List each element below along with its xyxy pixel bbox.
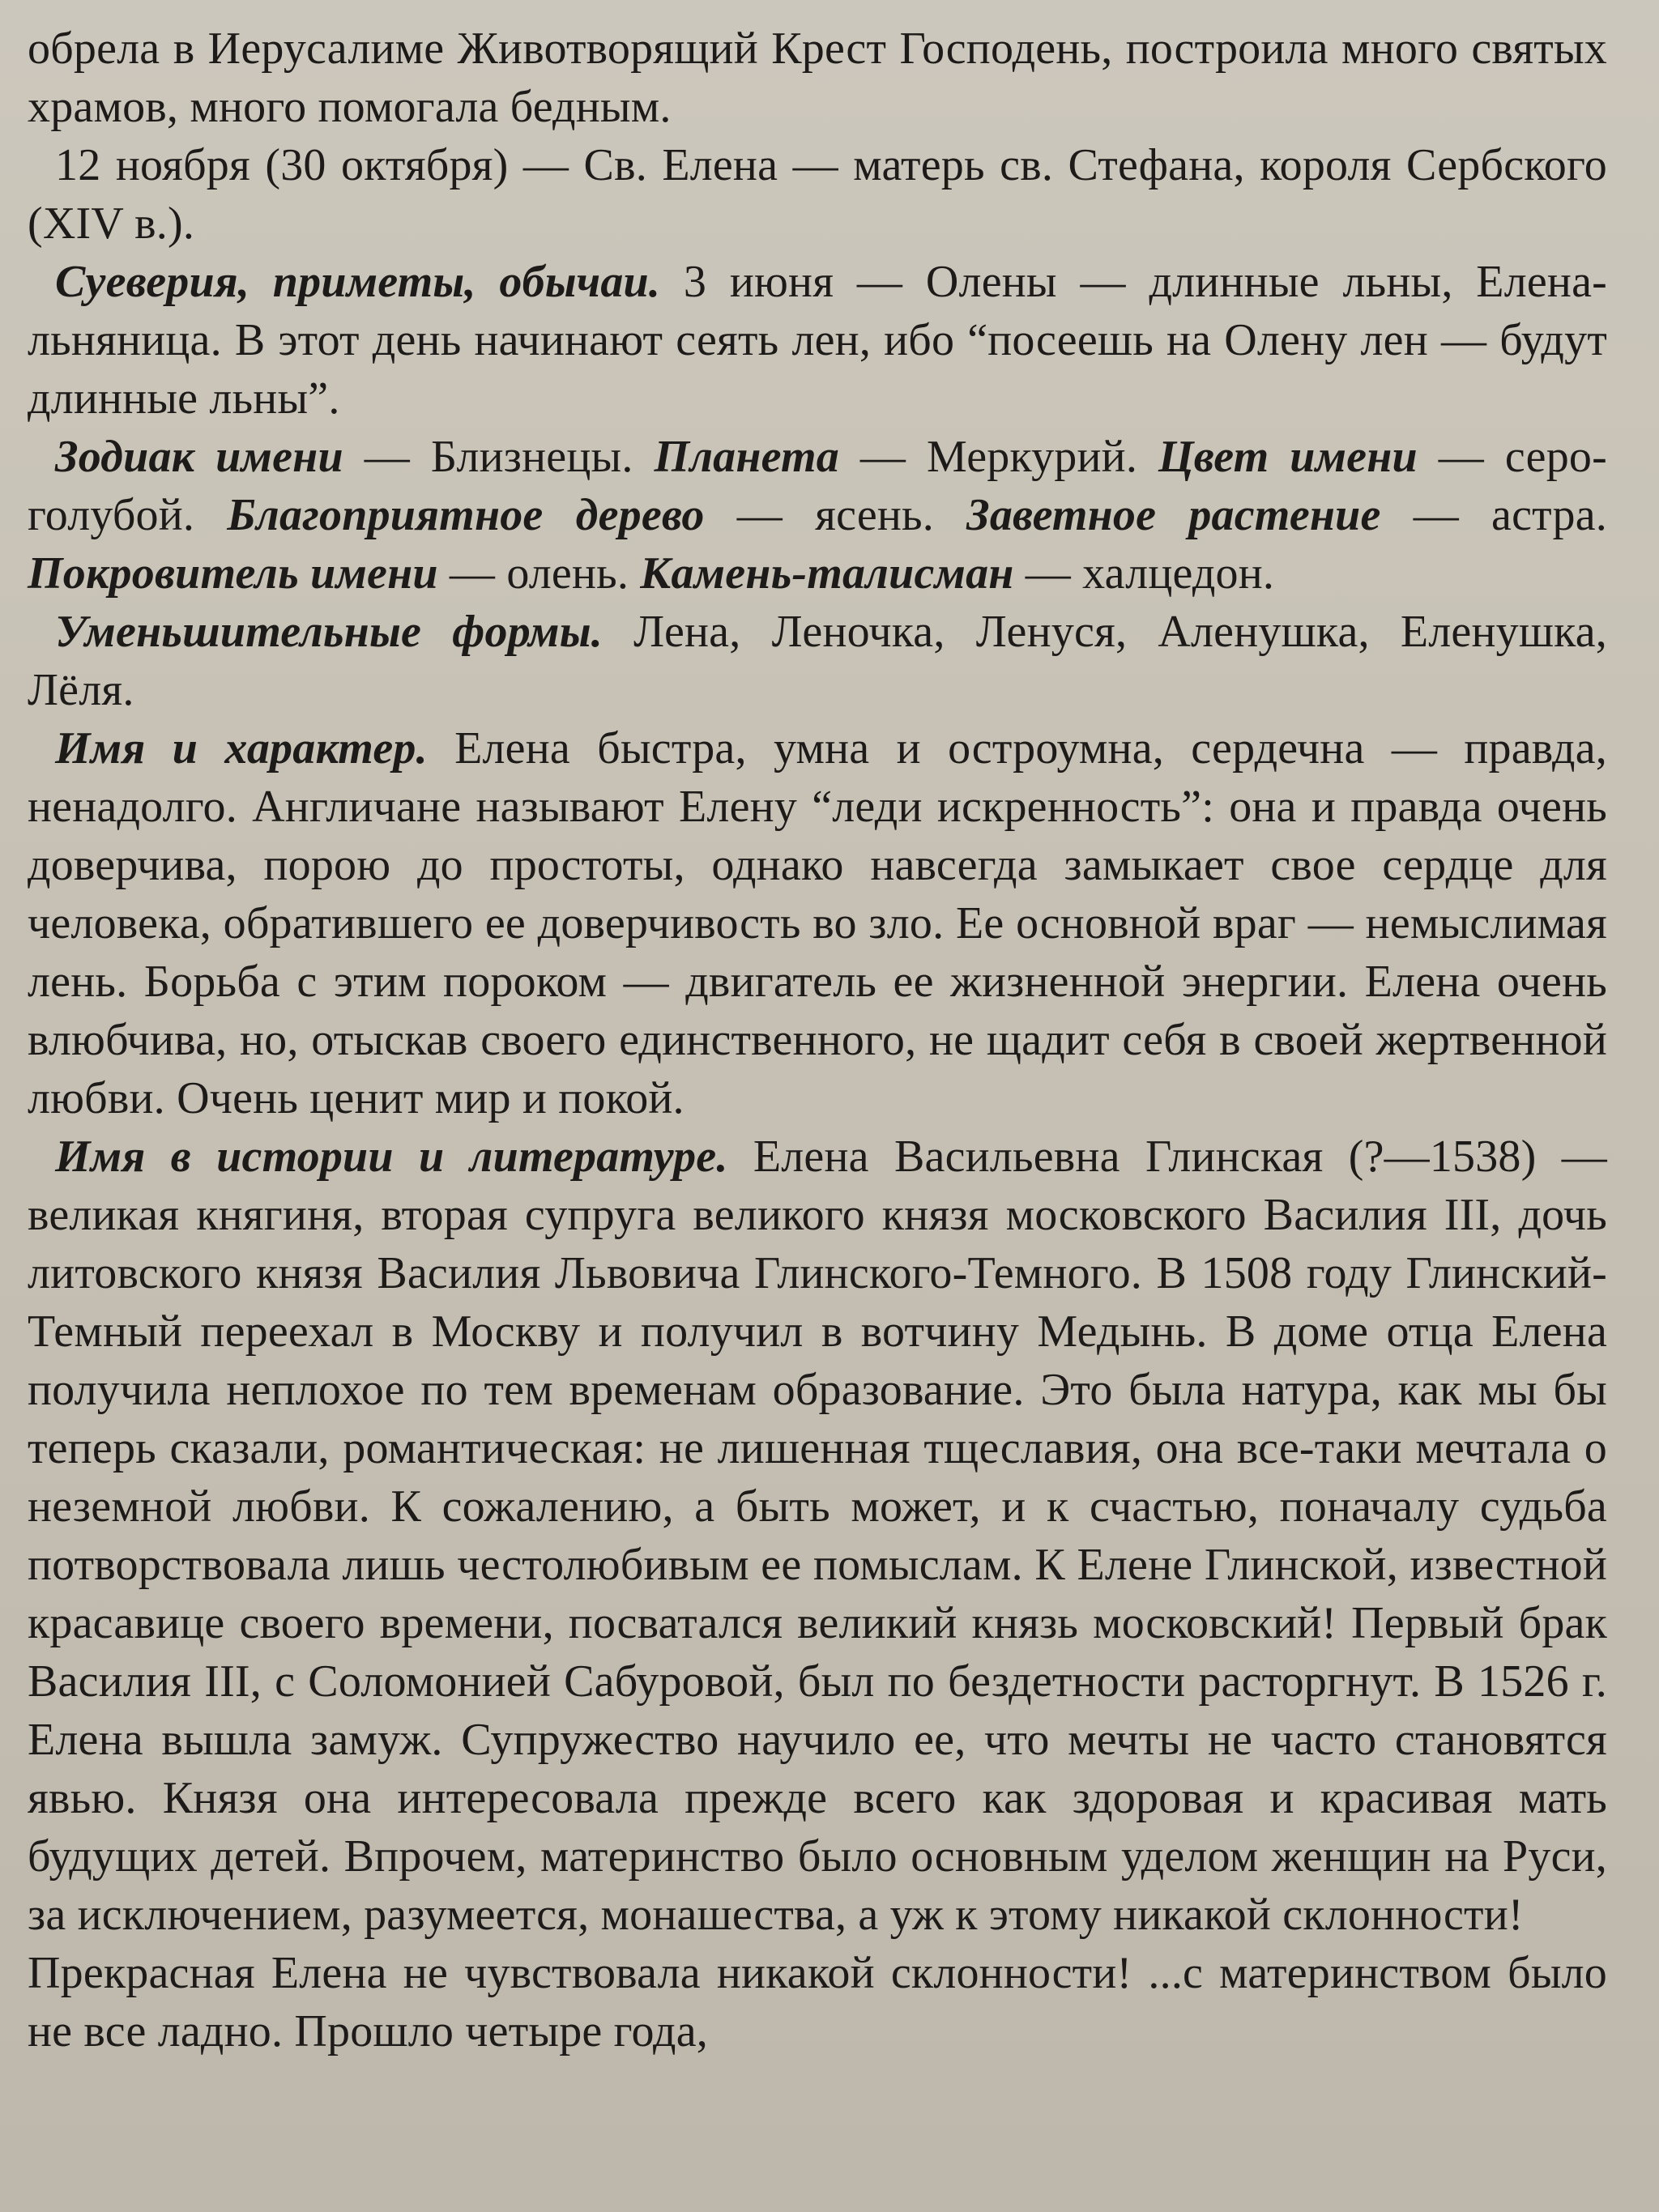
paragraph-text: Елена Васильевна Глинская (?—1538) — великая княгиня, вторая супруга великого князя московского Василия III, дочь литовского князя Василия Львовича Глинского-Темного. В 1508 году Глинский-Темный переехал в Москву и получил в вотчину Медынь. В доме отца Елена получила неплохое по тем временам образование. Это была натура, как мы бы теперь сказали, романтическая: не лишенная тщеславия, она все-таки мечтала о неземной любви. К сожалению, а быть может, и к счастью, поначалу судьба потворствовала лишь честолюбивым ее помыслам. К Елене Глинской, известной красавице своего времени, посватался великий князь московский! Первый брак Василия III, с Соломонией Сабуровой, был по бездетности расторгнут. В 1526 г. Елена вышла замуж. Супружество научило ее, что мечты не часто становятся явью. Князя она интересовала прежде всего как здоровая и красивая мать будущих детей. Впрочем, материнство было основным уделом женщин на Руси, за исключением, разумеется, монашества, а уж к этому никакой склонности! xyxy=(28,1132,1607,1940)
section-heading: Уменьшительные формы. xyxy=(55,607,603,657)
paragraph-saint-date xyxy=(28,136,1607,253)
paragraph-text: 12 ноября (30 октября) — Св. Елена — матерь св. Стефана, короля Сербского (XIV в.). xyxy=(28,140,1607,249)
section-heading: Имя и характер. xyxy=(55,723,428,774)
section-heading: Цвет имени xyxy=(1158,432,1418,482)
section-heading: Планета xyxy=(654,432,839,482)
paragraph-text: Прекрасная Елена не чувствовала никакой склонности! ...с материнством было не все ладно. Прошло четыре года, xyxy=(28,1948,1607,2056)
section-heading: Зодиак имени xyxy=(55,432,343,482)
paragraph-text: Лена, Леночка, Ленуся, Аленушка, Еленушка, Лёля. xyxy=(28,607,1607,715)
paragraph-diminutives xyxy=(28,603,1607,719)
paragraph-text: — Близнецы. xyxy=(343,432,655,482)
section-heading: Благоприятное дерево xyxy=(227,490,705,540)
section-heading: Покровитель имени xyxy=(28,548,438,599)
section-heading: Камень-талисман xyxy=(640,548,1014,599)
section-heading: Суеверия, приметы, обычаи. xyxy=(55,257,661,307)
paragraph-text: — халцедон. xyxy=(1013,548,1275,599)
paragraph-text: — ясень. xyxy=(704,490,967,540)
paragraph-character xyxy=(28,719,1607,1127)
paragraph-text: — серо-голубой. xyxy=(28,432,1607,540)
paragraph-intro xyxy=(28,19,1607,136)
paragraph-text: обрела в Иерусалиме Животворящий Крест Господень, построила много святых храмов, много помогала бедным. xyxy=(28,23,1607,132)
paragraph-superstitions xyxy=(28,253,1607,428)
paragraph-history xyxy=(28,1127,1607,1944)
paragraph-text: — Меркурий. xyxy=(838,432,1158,482)
section-heading: Заветное растение xyxy=(966,490,1381,540)
paragraph-continuation xyxy=(28,1944,1607,2061)
paragraph-text: — олень. xyxy=(437,548,641,599)
paragraph-text: 3 июня — Олены — длинные льны, Елена-льняница. В этот день начинают сеять лен, ибо “посеешь на Олену лен — будут длинные льны”. xyxy=(28,257,1607,424)
section-heading: Имя в истории и литературе. xyxy=(55,1132,728,1182)
article-body xyxy=(28,19,1607,2061)
paragraph-text: Елена быстра, умна и остроумна, сердечна — правда, ненадолго. Англичане называют Елену “леди искренность”: она и правда очень доверчива, порою до простоты, однако навсегда замыкает свое сердце для человека, обратившего ее доверчивость во зло. Ее основной враг — немыслимая лень. Борьба с этим пороком — двигатель ее жизненной энергии. Елена очень влюбчива, но, отыскав своего единственного, не щадит себя в своей жертвенной любви. Очень ценит мир и покой. xyxy=(28,723,1608,1123)
paragraph-zodiac xyxy=(28,428,1607,603)
paragraph-text: — астра. xyxy=(1380,490,1607,540)
